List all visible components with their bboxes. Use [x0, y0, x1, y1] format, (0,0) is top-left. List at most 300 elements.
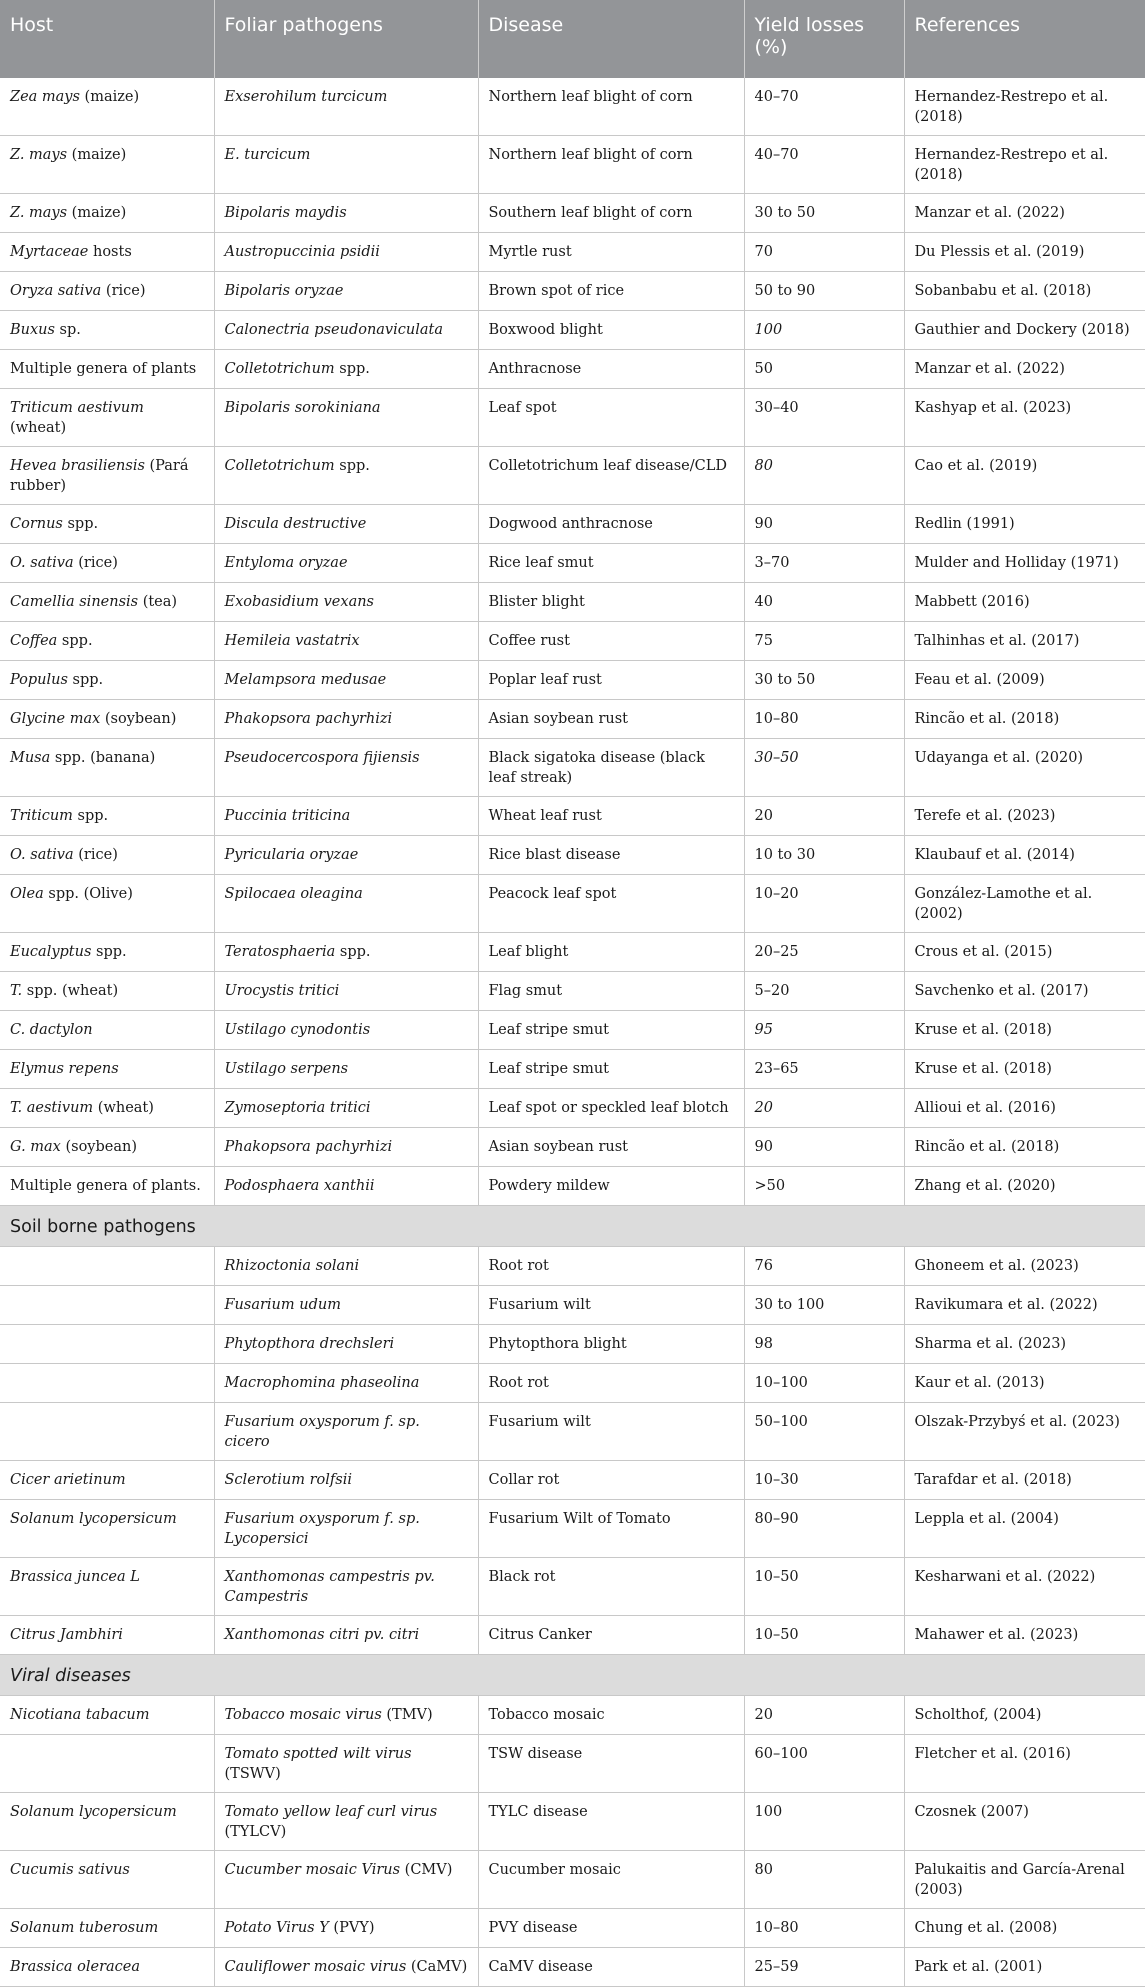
- host-cell: [0, 700, 214, 739]
- host-cell: [0, 233, 214, 272]
- reference-cell: [904, 797, 1145, 836]
- reference-cell: [904, 622, 1145, 661]
- pathogen-name-italic: Puccinia triticina: [224, 808, 351, 824]
- table-row: [0, 1909, 1145, 1948]
- host-name-italic: Solanum lycopersicum: [10, 1511, 177, 1527]
- host-cell: [0, 1461, 214, 1500]
- pathogen-cell: [214, 1948, 478, 1987]
- yield-loss-value: 40: [754, 594, 773, 610]
- pathogen-name-italic: Phytopthora drechsleri: [224, 1336, 395, 1352]
- host-name-rest: (maize): [67, 147, 127, 163]
- pathogen-cell: [214, 1011, 478, 1050]
- host-name-rest: spp. (wheat): [22, 983, 119, 999]
- pathogen-cell: [214, 583, 478, 622]
- reference-cell: [904, 583, 1145, 622]
- pathogen-name-rest: (TMV): [381, 1707, 433, 1723]
- host-cell: [0, 661, 214, 700]
- reference-cell: [904, 1403, 1145, 1461]
- pathogen-cell: [214, 1793, 478, 1851]
- host-name-rest: sp.: [54, 322, 81, 338]
- host-cell: [0, 1167, 214, 1206]
- reference-text: Redlin (1991): [914, 516, 1015, 532]
- pathogen-name-italic: Phakopsora pachyrhizi: [224, 711, 393, 727]
- reference-text: Chung et al. (2008): [914, 1920, 1058, 1936]
- pathogen-cell: [214, 1089, 478, 1128]
- host-name-italic: C. dactylon: [10, 1022, 93, 1038]
- reference-cell: [904, 1167, 1145, 1206]
- reference-text: Rincão et al. (2018): [914, 1139, 1060, 1155]
- pathogen-name-italic: Rhizoctonia solani: [224, 1258, 360, 1274]
- disease-text: Rice blast disease: [488, 847, 621, 863]
- disease-cell: [478, 1167, 744, 1206]
- reference-text: Kesharwani et al. (2022): [914, 1569, 1096, 1585]
- pathogen-name-italic: Macrophomina phaseolina: [224, 1375, 420, 1391]
- reference-text: Talhinhas et al. (2017): [914, 633, 1080, 649]
- host-name-rest: (rice): [73, 847, 118, 863]
- yield-loss-value: 20: [754, 1100, 773, 1116]
- host-name-italic: Hevea brasiliensis: [10, 458, 145, 474]
- table-row: [0, 1851, 1145, 1909]
- pathogen-name-rest: (TYLCV): [224, 1824, 287, 1840]
- yield-loss-cell: [744, 1089, 904, 1128]
- disease-text: TYLC disease: [488, 1804, 588, 1820]
- pathogen-name-italic: Hemileia vastatrix: [224, 633, 360, 649]
- reference-cell: [904, 875, 1145, 933]
- disease-text: Fusarium Wilt of Tomato: [488, 1511, 671, 1527]
- host-name-italic: T. aestivum: [10, 1100, 94, 1116]
- table-row: [0, 1793, 1145, 1851]
- reference-text: Feau et al. (2009): [914, 672, 1045, 688]
- disease-text: Root rot: [488, 1375, 549, 1391]
- host-cell: [0, 389, 214, 447]
- pathogen-name-italic: Colletotrichum: [224, 361, 335, 377]
- reference-text: Hernandez-Restrepo et al. (2018): [914, 147, 1109, 183]
- disease-text: TSW disease: [488, 1746, 583, 1762]
- host-name-italic: O. sativa: [10, 847, 74, 863]
- pathogen-cell: [214, 836, 478, 875]
- host-cell: [0, 1851, 214, 1909]
- reference-text: Gauthier and Dockery (2018): [914, 322, 1130, 338]
- reference-cell: [904, 1050, 1145, 1089]
- reference-cell: [904, 505, 1145, 544]
- table-row: [0, 1558, 1145, 1616]
- pathogen-name-italic: Cucumber mosaic Virus: [224, 1862, 401, 1878]
- host-name-italic: O. sativa: [10, 555, 74, 571]
- host-name-italic: Solanum lycopersicum: [10, 1804, 177, 1820]
- table-row: [0, 233, 1145, 272]
- reference-cell: [904, 661, 1145, 700]
- yield-loss-cell: [744, 1696, 904, 1735]
- disease-text: Collar rot: [488, 1472, 560, 1488]
- pathogen-cell: [214, 136, 478, 194]
- pathogen-name-italic: Tobacco mosaic virus: [224, 1707, 382, 1723]
- pathogen-name-italic: Austropuccinia psidii: [224, 244, 380, 260]
- disease-cell: [478, 1089, 744, 1128]
- disease-cell: [478, 1247, 744, 1286]
- host-name-italic: Myrtaceae: [10, 244, 89, 260]
- yield-loss-cell: [744, 350, 904, 389]
- yield-loss-cell: [744, 194, 904, 233]
- table-row: [0, 272, 1145, 311]
- yield-loss-value: 30–40: [754, 400, 799, 416]
- host-name-italic: Zea mays: [10, 89, 80, 105]
- yield-loss-cell: [744, 272, 904, 311]
- disease-text: Asian soybean rust: [488, 711, 628, 727]
- yield-loss-cell: [744, 544, 904, 583]
- yield-loss-cell: [744, 700, 904, 739]
- pathogen-name-italic: Tomato yellow leaf curl virus: [224, 1804, 438, 1820]
- host-cell: [0, 272, 214, 311]
- host-name-italic: Brassica juncea L: [10, 1569, 140, 1585]
- pathogen-name-italic: Pseudocercospora fijiensis: [224, 750, 420, 766]
- pathogen-name-italic: Xanthomonas citri pv. citri: [224, 1627, 420, 1643]
- host-name-italic: Musa: [10, 750, 51, 766]
- pathogen-name-italic: Cauliflower mosaic virus: [224, 1959, 407, 1975]
- yield-loss-cell: [744, 1793, 904, 1851]
- reference-text: Palukaitis and García-Arenal (2003): [914, 1862, 1125, 1898]
- reference-cell: [904, 311, 1145, 350]
- host-cell: [0, 1500, 214, 1558]
- yield-loss-cell: [744, 933, 904, 972]
- yield-loss-value: 100: [754, 1804, 783, 1820]
- pathogen-name-italic: Ustilago serpens: [224, 1061, 349, 1077]
- host-name-rest: (soybean): [60, 1139, 137, 1155]
- reference-text: González-Lamothe et al. (2002): [914, 886, 1093, 922]
- host-cell: [0, 544, 214, 583]
- reference-text: Hernandez-Restrepo et al. (2018): [914, 89, 1109, 125]
- table-body: [0, 78, 1145, 1987]
- reference-text: Manzar et al. (2022): [914, 205, 1065, 221]
- host-name-rest: spp.: [91, 944, 127, 960]
- host-cell: [0, 933, 214, 972]
- reference-cell: [904, 1851, 1145, 1909]
- reference-text: Olszak-Przybyś et al. (2023): [914, 1414, 1120, 1430]
- host-name-italic: Buxus: [10, 322, 55, 338]
- reference-text: Mulder and Holliday (1971): [914, 555, 1119, 571]
- yield-loss-value: 10 to 30: [754, 847, 816, 863]
- pathogen-name-rest: (TSWV): [224, 1766, 281, 1782]
- yield-loss-value: 80–90: [754, 1511, 799, 1527]
- reference-text: Klaubauf et al. (2014): [914, 847, 1075, 863]
- host-cell: [0, 1247, 214, 1286]
- host-name-rest: Multiple genera of plants: [10, 361, 197, 377]
- pathogen-cell: [214, 1050, 478, 1089]
- table-row: [0, 350, 1145, 389]
- disease-text: Cucumber mosaic: [488, 1862, 621, 1878]
- table-row: [0, 447, 1145, 505]
- pathogen-cell: [214, 700, 478, 739]
- table-row: [0, 661, 1145, 700]
- pathogen-cell: [214, 544, 478, 583]
- host-cell: [0, 1793, 214, 1851]
- disease-cell: [478, 1696, 744, 1735]
- table-row: [0, 1500, 1145, 1558]
- yield-loss-value: 20–25: [754, 944, 799, 960]
- table-row: [0, 1948, 1145, 1987]
- reference-text: Cao et al. (2019): [914, 458, 1038, 474]
- pathogen-name-rest: spp.: [334, 458, 370, 474]
- reference-text: Terefe et al. (2023): [914, 808, 1056, 824]
- host-name-italic: Citrus Jambhiri: [10, 1627, 123, 1643]
- host-name-italic: G. max: [10, 1139, 61, 1155]
- reference-text: Udayanga et al. (2020): [914, 750, 1084, 766]
- disease-text: Northern leaf blight of corn: [488, 147, 693, 163]
- reference-text: Allioui et al. (2016): [914, 1100, 1056, 1116]
- disease-text: Wheat leaf rust: [488, 808, 602, 824]
- reference-text: Rincão et al. (2018): [914, 711, 1060, 727]
- host-cell: [0, 1558, 214, 1616]
- host-name-italic: Nicotiana tabacum: [10, 1707, 150, 1723]
- pathogen-name-italic: Fusarium udum: [224, 1297, 341, 1313]
- reference-cell: [904, 1909, 1145, 1948]
- yield-loss-cell: [744, 583, 904, 622]
- pathogen-cell: [214, 272, 478, 311]
- table-row: [0, 1696, 1145, 1735]
- reference-cell: [904, 1948, 1145, 1987]
- yield-loss-value: 30–50: [754, 750, 799, 766]
- yield-loss-cell: [744, 447, 904, 505]
- yield-loss-cell: [744, 1616, 904, 1655]
- host-name-italic: Populus: [10, 672, 68, 688]
- yield-loss-cell: [744, 1050, 904, 1089]
- host-name-rest: (rice): [101, 283, 146, 299]
- reference-text: Mabbett (2016): [914, 594, 1030, 610]
- pathogen-cell: [214, 1167, 478, 1206]
- pathogen-cell: [214, 447, 478, 505]
- yield-loss-cell: [744, 1325, 904, 1364]
- yield-loss-value: 10–30: [754, 1472, 799, 1488]
- disease-text: Citrus Canker: [488, 1627, 592, 1643]
- pathogen-cell: [214, 78, 478, 136]
- table-row: [0, 1128, 1145, 1167]
- yield-loss-value: 3–70: [754, 555, 790, 571]
- host-name-italic: Cicer arietinum: [10, 1472, 126, 1488]
- pathogen-cell: [214, 194, 478, 233]
- reference-cell: [904, 447, 1145, 505]
- yield-loss-value: 80: [754, 458, 773, 474]
- disease-cell: [478, 1616, 744, 1655]
- host-cell: [0, 311, 214, 350]
- host-name-rest: spp. (Olive): [43, 886, 133, 902]
- yield-loss-cell: [744, 1909, 904, 1948]
- reference-text: Kaur et al. (2013): [914, 1375, 1045, 1391]
- disease-text: Poplar leaf rust: [488, 672, 602, 688]
- yield-loss-value: 10–80: [754, 1920, 799, 1936]
- host-name-rest: Multiple genera of plants.: [10, 1178, 201, 1194]
- pathogen-cell: [214, 1403, 478, 1461]
- table-row: [0, 311, 1145, 350]
- pathogen-cell: [214, 1325, 478, 1364]
- pathogen-cell: [214, 1909, 478, 1948]
- host-cell: [0, 1089, 214, 1128]
- yield-loss-value: 30 to 50: [754, 672, 816, 688]
- host-name-rest: (rice): [73, 555, 118, 571]
- reference-cell: [904, 1461, 1145, 1500]
- host-name-rest: (Pará rubber): [10, 458, 189, 494]
- reference-text: Fletcher et al. (2016): [914, 1746, 1071, 1762]
- table-row: [0, 1616, 1145, 1655]
- pathogen-cell: [214, 933, 478, 972]
- host-cell: [0, 1403, 214, 1461]
- disease-cell: [478, 700, 744, 739]
- disease-cell: [478, 1735, 744, 1793]
- host-cell: [0, 78, 214, 136]
- disease-cell: [478, 1793, 744, 1851]
- yield-loss-value: 10–50: [754, 1627, 799, 1643]
- yield-loss-value: 20: [754, 1707, 773, 1723]
- yield-loss-cell: [744, 1851, 904, 1909]
- disease-cell: [478, 836, 744, 875]
- host-name-italic: Solanum tuberosum: [10, 1920, 159, 1936]
- disease-text: Phytopthora blight: [488, 1336, 627, 1352]
- pathogen-cell: [214, 1735, 478, 1793]
- yield-loss-value: 30 to 100: [754, 1297, 825, 1313]
- disease-cell: [478, 1050, 744, 1089]
- pathogen-name-rest: (CMV): [400, 1862, 453, 1878]
- reference-cell: [904, 544, 1145, 583]
- pathogen-cell: [214, 233, 478, 272]
- table-row: [0, 933, 1145, 972]
- host-name-italic: Triticum aestivum: [10, 400, 144, 416]
- host-name-italic: Brassica oleracea: [10, 1959, 140, 1975]
- disease-text: Boxwood blight: [488, 322, 603, 338]
- table-row: [0, 1011, 1145, 1050]
- host-name-rest: spp.: [67, 672, 104, 688]
- pathogen-cell: [214, 1247, 478, 1286]
- header-row: [0, 0, 1145, 78]
- host-name-rest: (maize): [67, 205, 127, 221]
- pathogen-cell: [214, 1558, 478, 1616]
- disease-text: PVY disease: [488, 1920, 578, 1936]
- disease-text: Leaf blight: [488, 944, 569, 960]
- reference-cell: [904, 1558, 1145, 1616]
- yield-loss-cell: [744, 1558, 904, 1616]
- host-cell: [0, 1286, 214, 1325]
- host-cell: [0, 194, 214, 233]
- disease-cell: [478, 233, 744, 272]
- pathogen-name-rest: (PVY): [328, 1920, 375, 1936]
- disease-text: CaMV disease: [488, 1959, 593, 1975]
- reference-cell: [904, 972, 1145, 1011]
- yield-loss-value: 100: [754, 322, 783, 338]
- disease-cell: [478, 797, 744, 836]
- disease-cell: [478, 1909, 744, 1948]
- pathogen-name-rest: spp.: [335, 944, 371, 960]
- pathogen-name-italic: Tomato spotted wilt virus: [224, 1746, 412, 1762]
- disease-cell: [478, 136, 744, 194]
- reference-text: Crous et al. (2015): [914, 944, 1053, 960]
- yield-loss-value: 5–20: [754, 983, 790, 999]
- pathogen-name-italic: Discula destructive: [224, 516, 367, 532]
- yield-loss-cell: [744, 1948, 904, 1987]
- reference-text: Zhang et al. (2020): [914, 1178, 1056, 1194]
- pathogen-name-italic: Teratosphaeria: [224, 944, 336, 960]
- yield-loss-cell: [744, 1247, 904, 1286]
- pathogen-name-italic: Bipolaris sorokiniana: [224, 400, 381, 416]
- host-cell: [0, 350, 214, 389]
- pathogen-cell: [214, 1851, 478, 1909]
- disease-cell: [478, 875, 744, 933]
- host-name-rest: spp.: [72, 808, 109, 824]
- pathogen-cell: [214, 389, 478, 447]
- table-row: [0, 739, 1145, 797]
- col-header-pathogen: Foliar pathogens: [214, 0, 478, 78]
- reference-text: Sobanbabu et al. (2018): [914, 283, 1092, 299]
- reference-text: Ravikumara et al. (2022): [914, 1297, 1098, 1313]
- table-row: [0, 1089, 1145, 1128]
- disease-text: Blister blight: [488, 594, 585, 610]
- pathogen-name-rest: (CaMV): [406, 1959, 468, 1975]
- pathogen-cell: [214, 1696, 478, 1735]
- disease-cell: [478, 933, 744, 972]
- yield-loss-cell: [744, 661, 904, 700]
- yield-loss-cell: [744, 1500, 904, 1558]
- yield-loss-cell: [744, 233, 904, 272]
- host-cell: [0, 1735, 214, 1793]
- yield-loss-value: 20: [754, 808, 773, 824]
- pathogen-name-italic: Sclerotium rolfsii: [224, 1472, 352, 1488]
- reference-cell: [904, 1735, 1145, 1793]
- disease-cell: [478, 1325, 744, 1364]
- host-name-italic: Coffea: [10, 633, 58, 649]
- disease-cell: [478, 194, 744, 233]
- yield-loss-value: 40–70: [754, 147, 799, 163]
- disease-text: Powdery mildew: [488, 1178, 610, 1194]
- yield-loss-cell: [744, 505, 904, 544]
- yield-loss-cell: [744, 739, 904, 797]
- host-cell: [0, 1364, 214, 1403]
- host-name-rest: (soybean): [100, 711, 177, 727]
- yield-loss-cell: [744, 1128, 904, 1167]
- table-row: [0, 136, 1145, 194]
- disease-cell: [478, 1461, 744, 1500]
- host-cell: [0, 1050, 214, 1089]
- section-title-viral: Viral diseases: [0, 1655, 1145, 1696]
- reference-text: Ghoneem et al. (2023): [914, 1258, 1079, 1274]
- table-row: [0, 1247, 1145, 1286]
- host-cell: [0, 583, 214, 622]
- yield-loss-cell: [744, 797, 904, 836]
- pathogen-name-rest: spp.: [334, 361, 370, 377]
- host-name-italic: Cucumis sativus: [10, 1862, 130, 1878]
- disease-cell: [478, 583, 744, 622]
- disease-cell: [478, 350, 744, 389]
- disease-text: Rice leaf smut: [488, 555, 594, 571]
- host-cell: [0, 1325, 214, 1364]
- table-row: [0, 1403, 1145, 1461]
- yield-loss-value: 10–80: [754, 711, 799, 727]
- pathogen-name-italic: Exobasidium vexans: [224, 594, 374, 610]
- host-name-italic: Elymus repens: [10, 1061, 119, 1077]
- table-row: [0, 583, 1145, 622]
- host-name-italic: Z. mays: [10, 147, 68, 163]
- yield-loss-value: 30 to 50: [754, 205, 816, 221]
- host-cell: [0, 1128, 214, 1167]
- disease-text: Root rot: [488, 1258, 549, 1274]
- yield-loss-cell: [744, 1286, 904, 1325]
- yield-loss-value: 25–59: [754, 1959, 799, 1975]
- section-row: [0, 1206, 1145, 1247]
- host-name-rest: hosts: [88, 244, 132, 260]
- disease-cell: [478, 447, 744, 505]
- host-name-italic: Triticum: [10, 808, 73, 824]
- disease-text: Fusarium wilt: [488, 1414, 591, 1430]
- reference-cell: [904, 233, 1145, 272]
- reference-text: Park et al. (2001): [914, 1959, 1043, 1975]
- table-row: [0, 1364, 1145, 1403]
- disease-cell: [478, 661, 744, 700]
- disease-text: Colletotrichum leaf disease/CLD: [488, 458, 727, 474]
